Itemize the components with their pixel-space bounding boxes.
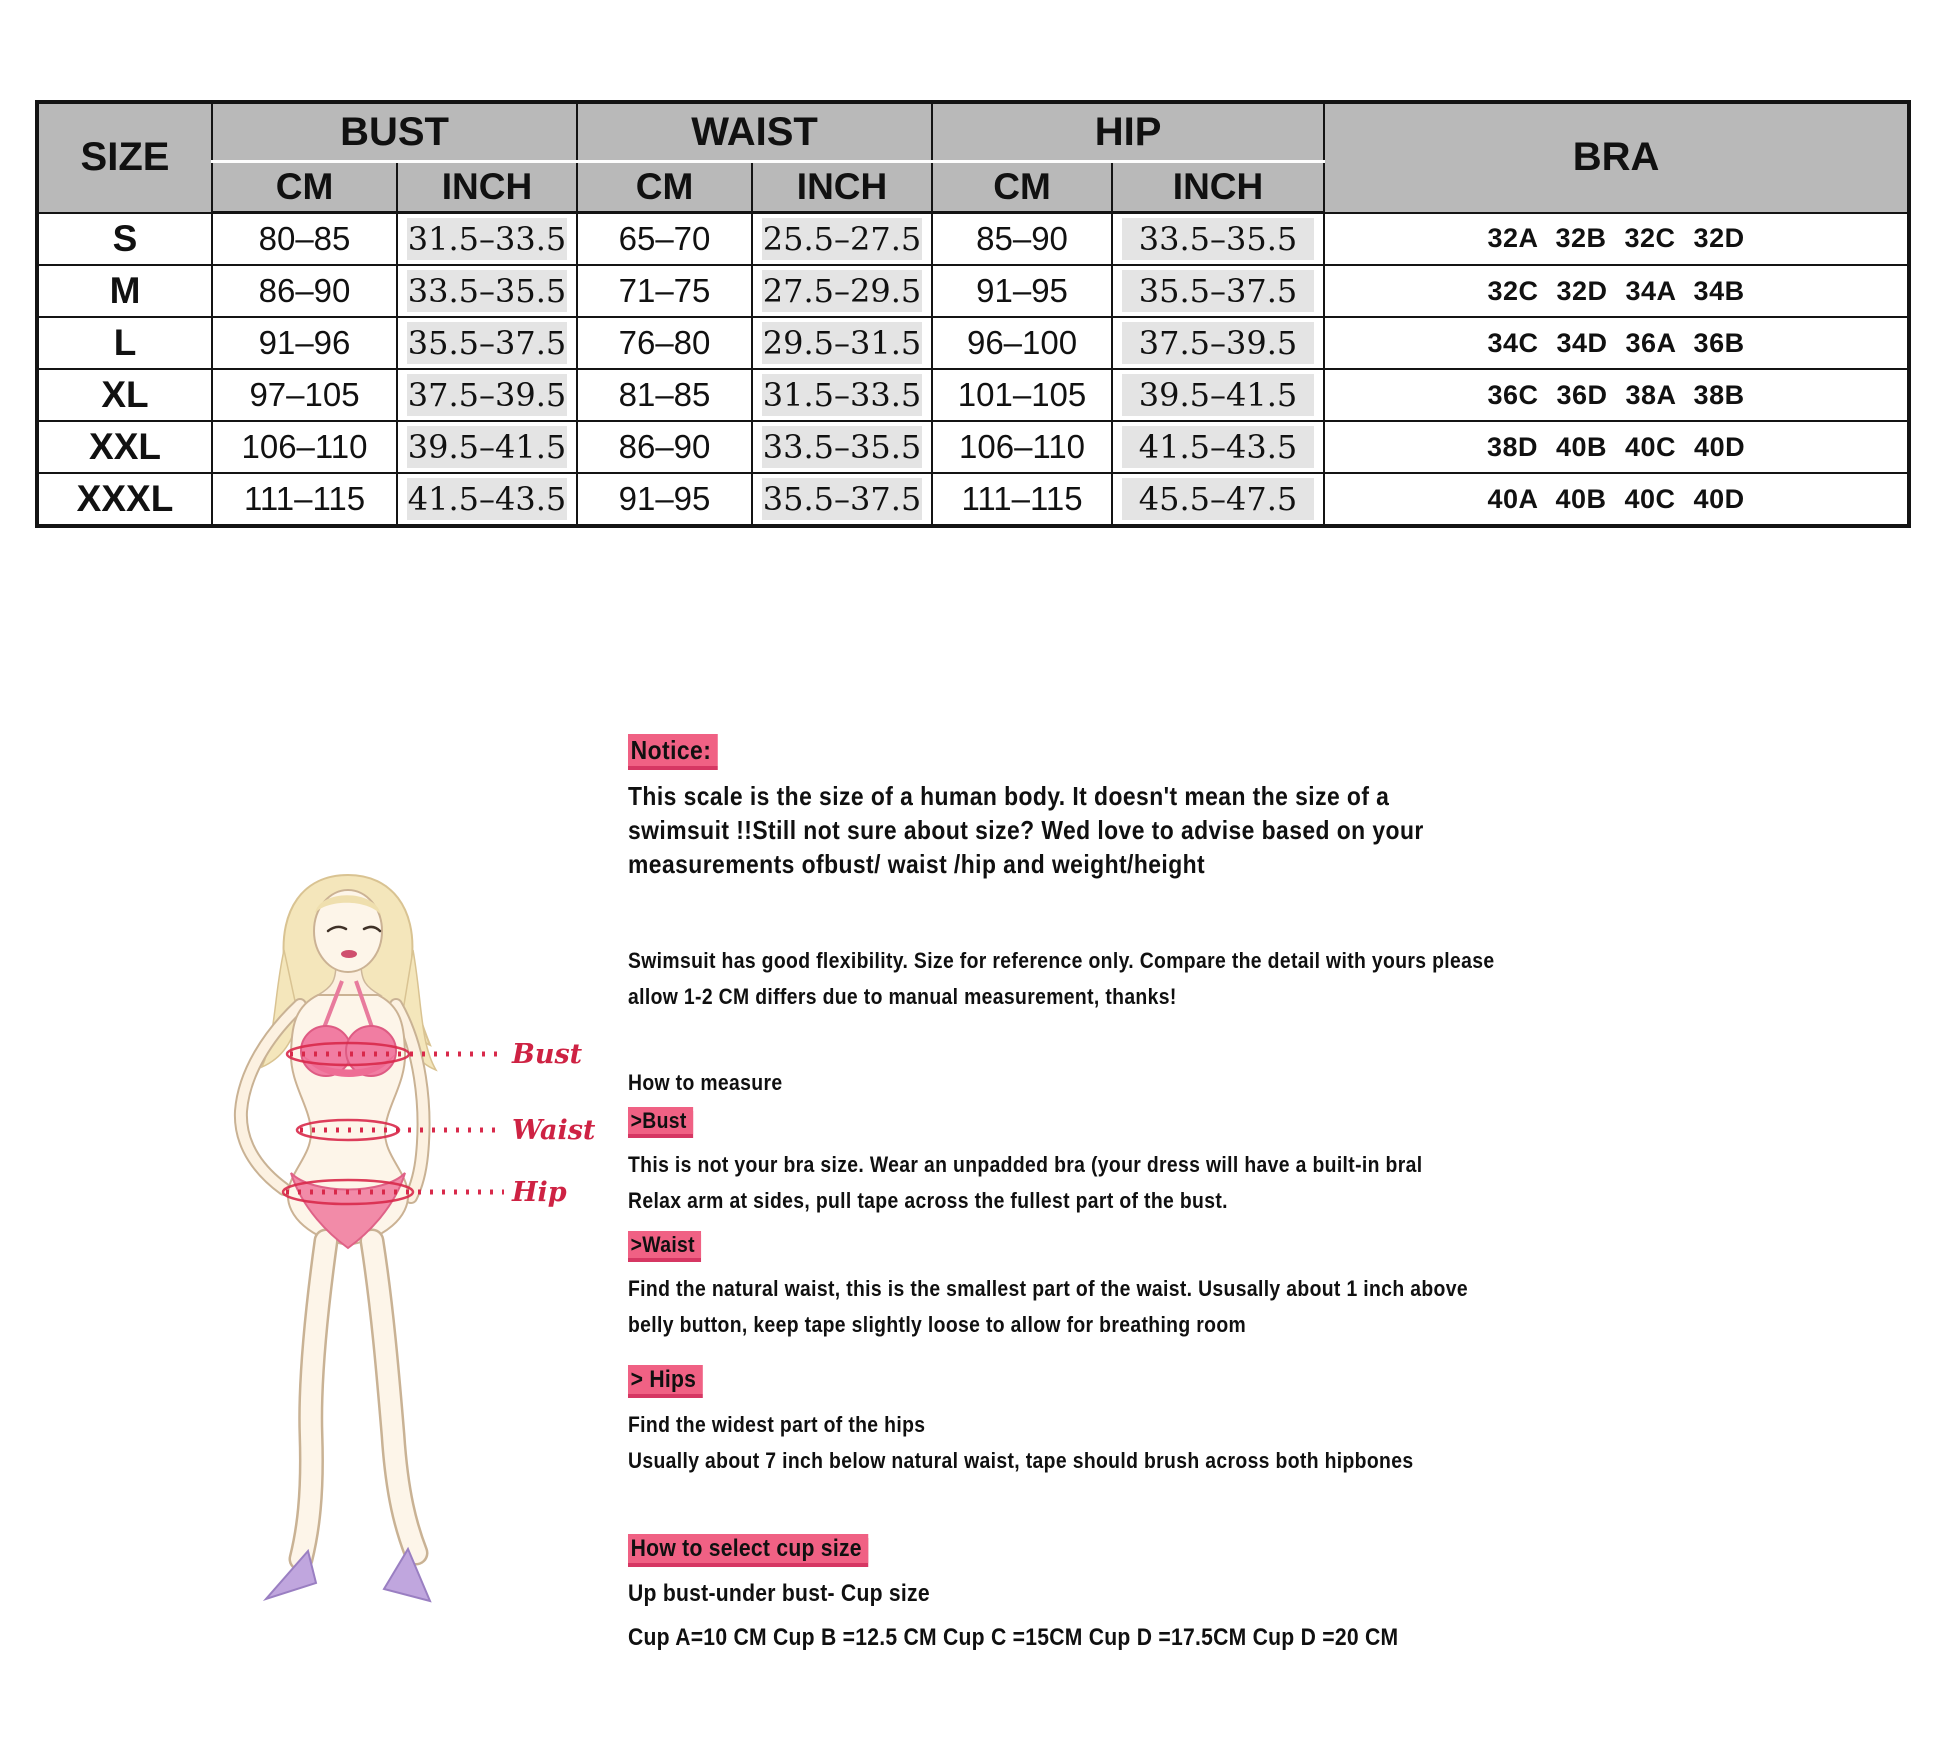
notice-line: measurements ofbust/ waist /hip and weight/height bbox=[628, 849, 1206, 879]
waist-inch-value bbox=[752, 213, 932, 266]
bust-cm-header: CM bbox=[212, 162, 397, 213]
inch-highlight-box: 35.5–37.5 bbox=[1122, 270, 1314, 312]
bust-cm-value: 86–90 bbox=[212, 265, 397, 317]
waist-cm-value: 81–85 bbox=[577, 369, 752, 421]
hip-cm-value: 85–90 bbox=[932, 213, 1112, 266]
measurement-figure-illustration bbox=[170, 855, 600, 1635]
bust-heading-highlight: >Bust bbox=[628, 1107, 693, 1134]
notice-heading-highlight: Notice: bbox=[628, 734, 717, 766]
bust-inch-header: INCH bbox=[397, 162, 577, 213]
inch-highlight-box: 33.5–35.5 bbox=[762, 428, 922, 466]
table-row bbox=[37, 473, 1909, 526]
how-to-measure-heading: How to measure bbox=[628, 1070, 783, 1095]
size-value: S bbox=[37, 213, 212, 266]
waist-cm-value: 71–75 bbox=[577, 265, 752, 317]
bust-cm-value: 97–105 bbox=[212, 369, 397, 421]
bust-cm-value: 91–96 bbox=[212, 317, 397, 369]
inch-highlight-box: 31.5–33.5 bbox=[407, 220, 567, 258]
inch-highlight-box: 45.5–47.5 bbox=[1122, 478, 1314, 520]
bust-inch-value bbox=[397, 317, 577, 369]
inch-highlight-box: 27.5–29.5 bbox=[762, 272, 922, 310]
inch-highlight-box: 39.5–41.5 bbox=[407, 428, 567, 466]
inch-highlight-box: 35.5–37.5 bbox=[407, 324, 567, 362]
inch-highlight-box: 41.5–43.5 bbox=[407, 480, 567, 518]
woman-sketch bbox=[241, 875, 436, 1601]
inch-highlight-box: 35.5–37.5 bbox=[762, 480, 922, 518]
bust-inch-value bbox=[397, 265, 577, 317]
hip-cm-value: 91–95 bbox=[932, 265, 1112, 317]
bust-inch-value bbox=[397, 473, 577, 526]
flexibility-line: allow 1-2 CM differs due to manual measurement, thanks! bbox=[628, 984, 1177, 1009]
inch-highlight-box: 39.5–41.5 bbox=[1122, 374, 1314, 416]
hip-inch-value bbox=[1112, 317, 1324, 369]
table-group-header-row bbox=[37, 102, 1909, 162]
hips-instruction-line: Usually about 7 inch below natural waist, tape should brush across both hipbones bbox=[628, 1448, 1414, 1473]
cup-size-heading bbox=[628, 1535, 868, 1563]
waist-heading-highlight: >Waist bbox=[628, 1231, 701, 1258]
inch-highlight-box: 29.5–31.5 bbox=[762, 324, 922, 362]
table-row bbox=[37, 213, 1909, 266]
bust-instruction-line: This is not your bra size. Wear an unpadded bra (your dress will have a built-in bral bbox=[628, 1152, 1423, 1177]
waist-cm-header: CM bbox=[577, 162, 752, 213]
hip-cm-value: 101–105 bbox=[932, 369, 1112, 421]
hip-inch-value bbox=[1112, 473, 1324, 526]
bust-cm-value: 80–85 bbox=[212, 213, 397, 266]
waist-inch-value bbox=[752, 317, 932, 369]
size-table bbox=[35, 100, 1911, 528]
size-value: M bbox=[37, 265, 212, 317]
hips-instruction-line: Find the widest part of the hips bbox=[628, 1412, 926, 1437]
bra-value: 36C 36D 38A 38B bbox=[1324, 369, 1909, 421]
bust-inch-value bbox=[397, 369, 577, 421]
bust-figure-label: Bust bbox=[512, 1039, 583, 1070]
hip-figure-label: Hip bbox=[512, 1177, 567, 1208]
hip-cm-value: 96–100 bbox=[932, 317, 1112, 369]
inch-highlight-box: 31.5–33.5 bbox=[762, 376, 922, 414]
waist-inch-value bbox=[752, 473, 932, 526]
hip-inch-value bbox=[1112, 369, 1324, 421]
hip-inch-value bbox=[1112, 421, 1324, 473]
hip-cm-value: 106–110 bbox=[932, 421, 1112, 473]
bust-section-heading bbox=[628, 1108, 693, 1134]
waist-cm-value: 86–90 bbox=[577, 421, 752, 473]
inch-highlight-box: 41.5–43.5 bbox=[1122, 426, 1314, 468]
hips-section-heading bbox=[628, 1366, 702, 1394]
notice-line: This scale is the size of a human body. It doesn't mean the size of a bbox=[628, 781, 1390, 811]
waist-cm-value: 65–70 bbox=[577, 213, 752, 266]
bra-value: 32A 32B 32C 32D bbox=[1324, 213, 1909, 266]
bust-inch-value bbox=[397, 421, 577, 473]
inch-highlight-box: 25.5–27.5 bbox=[762, 220, 922, 258]
hip-inch-header: INCH bbox=[1112, 162, 1324, 213]
hips-heading-highlight: > Hips bbox=[628, 1365, 702, 1394]
waist-figure-label: Waist bbox=[512, 1115, 596, 1146]
cup-heading-highlight: How to select cup size bbox=[628, 1534, 868, 1563]
waist-section-heading bbox=[628, 1232, 701, 1258]
inch-highlight-box: 33.5–35.5 bbox=[407, 272, 567, 310]
bra-value: 38D 40B 40C 40D bbox=[1324, 421, 1909, 473]
waist-inch-header: INCH bbox=[752, 162, 932, 213]
size-value: XXL bbox=[37, 421, 212, 473]
table-row bbox=[37, 369, 1909, 421]
waist-group-header: WAIST bbox=[577, 102, 932, 162]
flexibility-line: Swimsuit has good flexibility. Size for reference only. Compare the detail with yours please bbox=[628, 948, 1495, 973]
bra-value: 32C 32D 34A 34B bbox=[1324, 265, 1909, 317]
notice-heading bbox=[628, 735, 717, 766]
hip-inch-value bbox=[1112, 265, 1324, 317]
inch-highlight-box: 33.5–35.5 bbox=[1122, 218, 1314, 260]
bust-cm-value: 111–115 bbox=[212, 473, 397, 526]
hip-cm-header: CM bbox=[932, 162, 1112, 213]
bra-column-header: BRA bbox=[1324, 102, 1909, 213]
waist-cm-value: 76–80 bbox=[577, 317, 752, 369]
size-column-header: SIZE bbox=[37, 102, 212, 213]
size-value: XXXL bbox=[37, 473, 212, 526]
waist-cm-value: 91–95 bbox=[577, 473, 752, 526]
waist-instruction-line: belly button, keep tape slightly loose to allow for breathing room bbox=[628, 1312, 1247, 1337]
bra-value: 40A 40B 40C 40D bbox=[1324, 473, 1909, 526]
inch-highlight-box: 37.5–39.5 bbox=[407, 376, 567, 414]
waist-inch-value bbox=[752, 265, 932, 317]
waist-instruction-line: Find the natural waist, this is the smallest part of the waist. Ususally about 1 inch above bbox=[628, 1276, 1468, 1301]
bra-value: 34C 34D 36A 36B bbox=[1324, 317, 1909, 369]
cup-size-line: Up bust-under bust- Cup size bbox=[628, 1580, 930, 1607]
bust-cm-value: 106–110 bbox=[212, 421, 397, 473]
bust-inch-value bbox=[397, 213, 577, 266]
waist-inch-value bbox=[752, 421, 932, 473]
table-row bbox=[37, 265, 1909, 317]
table-row bbox=[37, 317, 1909, 369]
inch-highlight-box: 37.5–39.5 bbox=[1122, 322, 1314, 364]
hip-cm-value: 111–115 bbox=[932, 473, 1112, 526]
hip-group-header: HIP bbox=[932, 102, 1324, 162]
table-row bbox=[37, 421, 1909, 473]
notice-line: swimsuit !!Still not sure about size? Wed love to advise based on your bbox=[628, 815, 1424, 845]
size-value: L bbox=[37, 317, 212, 369]
hip-inch-value bbox=[1112, 213, 1324, 266]
size-value: XL bbox=[37, 369, 212, 421]
cup-size-line: Cup A=10 CM Cup B =12.5 CM Cup C =15CM Cup D =17.5CM Cup D =20 CM bbox=[628, 1624, 1399, 1651]
bust-instruction-line: Relax arm at sides, pull tape across the fullest part of the bust. bbox=[628, 1188, 1228, 1213]
waist-inch-value bbox=[752, 369, 932, 421]
bust-group-header: BUST bbox=[212, 102, 577, 162]
